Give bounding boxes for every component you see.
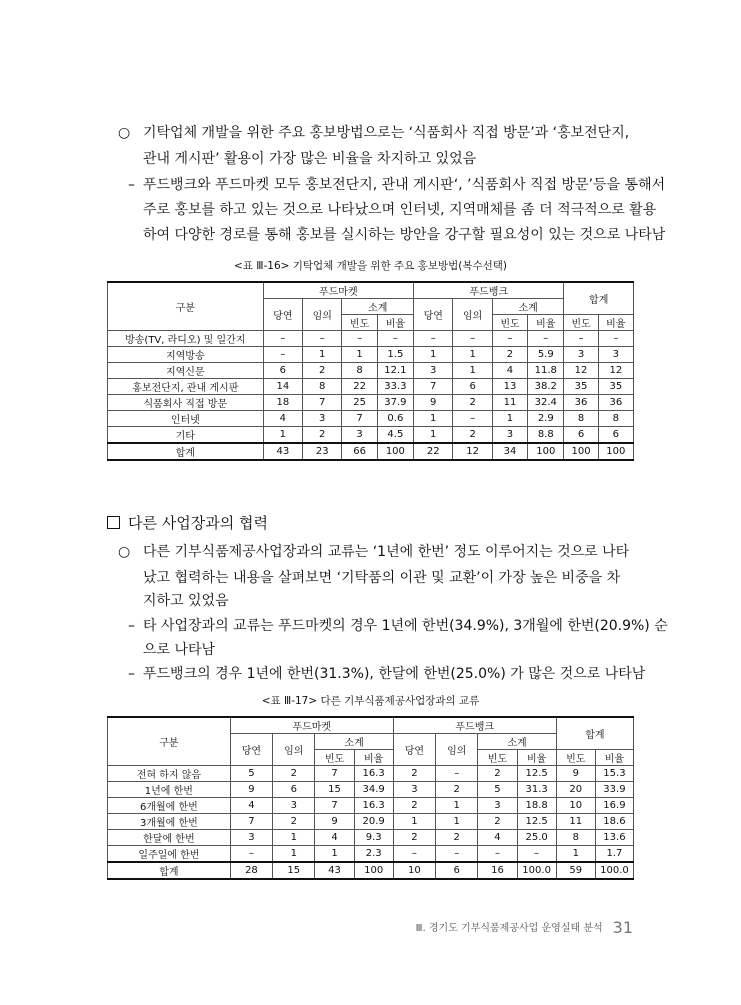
table-cell: 3 (393, 782, 435, 798)
header-foodmarket: 푸드마켓 (230, 717, 393, 734)
table-row (108, 347, 634, 363)
table-cell: 15.3 (595, 766, 633, 782)
table-cell: – (436, 846, 478, 863)
table-cell: 8 (342, 363, 377, 379)
table-cell: 7 (315, 798, 354, 814)
table-cell: 35 (564, 379, 598, 395)
table-cell: 32.4 (528, 395, 564, 411)
header-dangyeon: 당연 (393, 734, 435, 766)
table-cell: 31.3 (517, 782, 556, 798)
table-cell: 1 (556, 846, 595, 863)
table-cell: 2 (393, 798, 435, 814)
table-cell: 9 (414, 395, 453, 411)
table-row (108, 427, 634, 444)
table-cell: 1 (436, 814, 478, 830)
table-cell: 7 (315, 766, 354, 782)
header-subtotal: 소계 (342, 299, 414, 315)
table-row (108, 830, 634, 846)
page-number: 31 (612, 918, 633, 937)
table-cell: 12.1 (377, 363, 413, 379)
table-cell: 8.8 (528, 427, 564, 444)
table-cell: 36 (564, 395, 598, 411)
table-cell: 3 (414, 363, 453, 379)
table-cell: – (492, 331, 527, 347)
table-cell: – (263, 331, 302, 347)
header-imui: 임의 (453, 299, 492, 331)
paragraph-line: 났고 협력하는 내용을 살펴보면 ‘기탁품의 이관 및 교환’이 가장 높은 비중을 차 (143, 570, 621, 586)
table-cell: 1 (492, 411, 527, 427)
table-cell: 2 (393, 766, 435, 782)
table-cell: – (303, 331, 342, 347)
table-cell: 16.9 (595, 798, 633, 814)
table-cell: 12 (453, 443, 492, 460)
table-cell: 11 (556, 814, 595, 830)
section-title: 다른 사업장과의 협력 (128, 514, 268, 532)
row-label: 합계 (108, 862, 231, 879)
table-cell: – (230, 846, 272, 863)
paragraph-line: 하여 다양한 경로를 통해 홍보를 실시하는 방안을 강구할 필요성이 있는 것으로 나타남 (143, 227, 666, 243)
table-cell: 4 (315, 830, 354, 846)
table-cell: 35 (598, 379, 633, 395)
table-cell: 12.5 (517, 766, 556, 782)
table-cell: 4 (492, 363, 527, 379)
paragraph-line: 관내 게시판’ 활용이 가장 많은 비율을 차지하고 있었음 (143, 151, 477, 167)
table-cell: 4 (230, 798, 272, 814)
table-cell: 9.3 (354, 830, 393, 846)
table-cell: 22 (414, 443, 453, 460)
table-cell: 38.2 (528, 379, 564, 395)
table-cell: 1 (453, 363, 492, 379)
bullet-circle: ○ (118, 125, 131, 141)
table-row (108, 862, 634, 879)
header-ratio: 비율 (595, 750, 633, 766)
table-cell: 13 (492, 379, 527, 395)
table-cell: 2.9 (528, 411, 564, 427)
table-cell: 43 (315, 862, 354, 879)
table-cell: 33.3 (377, 379, 413, 395)
table-cell: – (453, 411, 492, 427)
table-cell: 2 (478, 814, 517, 830)
table-cell: 14 (263, 379, 302, 395)
table-cell: 43 (263, 443, 302, 460)
header-foodbank: 푸드뱅크 (393, 717, 556, 734)
table-cell: 1.5 (377, 347, 413, 363)
table-cell: 1 (273, 846, 315, 863)
table-cell: 6 (564, 427, 598, 444)
table-cell: 36 (598, 395, 633, 411)
table-cell: 33.9 (595, 782, 633, 798)
table-cell: 3 (598, 347, 633, 363)
header-total: 합계 (564, 282, 634, 315)
dash-marker: – (128, 666, 135, 682)
table-cell: 6 (453, 379, 492, 395)
table-row (108, 814, 634, 830)
table-cell: 3 (492, 427, 527, 444)
row-label: 6개월에 한번 (108, 798, 231, 814)
table-cell: 100.0 (595, 862, 633, 879)
table-cell: 7 (303, 395, 342, 411)
table-cell: 2 (393, 830, 435, 846)
table-cell: – (377, 331, 413, 347)
table-cell: – (564, 331, 598, 347)
table-cell: 2 (303, 427, 342, 444)
table-cell: 8 (303, 379, 342, 395)
square-bullet-icon (107, 516, 120, 529)
header-dangyeon: 당연 (263, 299, 302, 331)
header-ratio: 비율 (377, 315, 413, 331)
table-cell: 9 (315, 814, 354, 830)
table-cell: 22 (342, 379, 377, 395)
paragraph-line: 주로 홍보를 하고 있는 것으로 나타났으며 인터넷, 지역매체를 좀 더 적극적으로 활용 (143, 202, 657, 218)
table-cell: 4.5 (377, 427, 413, 444)
paragraph-line: 으로 나타남 (143, 642, 216, 658)
table-cell: 5 (478, 782, 517, 798)
table-cell: – (453, 331, 492, 347)
table-cell: 8 (556, 830, 595, 846)
paragraph-line: 푸드뱅크와 푸드마켓 모두 홍보전단지, 관내 게시판‘, ’식품회사 직접 방문’등을 통해서 (143, 177, 666, 193)
table-cell: 6 (598, 427, 633, 444)
table-cell: 10 (393, 862, 435, 879)
row-label: 방송(TV, 라디오) 및 일간지 (108, 331, 264, 347)
header-dangyeon: 당연 (230, 734, 272, 766)
inter-site-exchange-table (107, 716, 634, 880)
bullet-circle: ○ (118, 544, 131, 560)
table-cell: – (598, 331, 633, 347)
table-cell: 13.6 (595, 830, 633, 846)
row-label: 한달에 한번 (108, 830, 231, 846)
page-footer (416, 918, 633, 937)
table-row (108, 766, 634, 782)
header-ratio: 비율 (354, 750, 393, 766)
table-cell: – (478, 846, 517, 863)
table-cell: 100 (598, 443, 633, 460)
footer-chapter-title: Ⅲ. 경기도 기부식품제공사업 운영실태 분석 (415, 923, 603, 934)
table-cell: 6 (273, 782, 315, 798)
row-label: 인터넷 (108, 411, 264, 427)
header-freq: 빈도 (342, 315, 377, 331)
paragraph-line: 푸드뱅크의 경우 1년에 한번(31.3%), 한달에 한번(25.0%) 가 많은 것으로 나타남 (143, 666, 646, 682)
table-cell: 16.3 (354, 766, 393, 782)
table-cell: 3 (564, 347, 598, 363)
table-cell: 2 (478, 766, 517, 782)
table-cell: 9 (230, 782, 272, 798)
header-freq: 빈도 (315, 750, 354, 766)
header-ratio: 비율 (528, 315, 564, 331)
header-dangyeon: 당연 (414, 299, 453, 331)
table-cell: 18 (263, 395, 302, 411)
table-cell: 20.9 (354, 814, 393, 830)
table-cell: – (393, 846, 435, 863)
table-cell: 18.6 (595, 814, 633, 830)
header-freq: 빈도 (564, 315, 598, 331)
table-caption: <표 Ⅲ-16> 기탁업체 개발을 위한 주요 홍보방법(복수선택) (233, 260, 508, 272)
table-cell: 1.7 (595, 846, 633, 863)
row-label: 지역방송 (108, 347, 264, 363)
table-row (108, 782, 634, 798)
header-ratio: 비율 (517, 750, 556, 766)
table-cell: 6 (263, 363, 302, 379)
table-row (108, 363, 634, 379)
table-row (108, 411, 634, 427)
table-cell: 2 (303, 363, 342, 379)
table-cell: 1 (453, 347, 492, 363)
dash-marker: – (128, 618, 135, 634)
row-label: 기타 (108, 427, 264, 444)
table-cell: 100 (377, 443, 413, 460)
row-label: 1년에 한번 (108, 782, 231, 798)
table-cell: 11 (492, 395, 527, 411)
table-cell: 34 (492, 443, 527, 460)
table-cell: 5.9 (528, 347, 564, 363)
table-cell: 1 (414, 347, 453, 363)
paragraph-line: 기탁업체 개발을 위한 주요 홍보방법으로는 ‘식품회사 직접 방문’과 ‘홍보전단지, (143, 125, 630, 141)
table-cell: 5 (230, 766, 272, 782)
header-freq: 빈도 (556, 750, 595, 766)
table-cell: 15 (315, 782, 354, 798)
section-heading (107, 512, 268, 533)
table-cell: 66 (342, 443, 377, 460)
header-freq: 빈도 (478, 750, 517, 766)
table-cell: 7 (414, 379, 453, 395)
paragraph-line: 타 사업장과의 교류는 푸드마켓의 경우 1년에 한번(34.9%), 3개월에 한번(20.9%) 순 (143, 618, 668, 634)
header-imui: 임의 (436, 734, 478, 766)
table-cell: 1 (263, 427, 302, 444)
table-cell: – (342, 331, 377, 347)
table-row (108, 379, 634, 395)
row-label: 합계 (108, 443, 264, 460)
table-row (108, 846, 634, 863)
header-subtotal: 소계 (315, 734, 393, 750)
table-cell: 7 (342, 411, 377, 427)
table-cell: 23 (303, 443, 342, 460)
header-subtotal: 소계 (492, 299, 564, 315)
table-cell: 2 (436, 782, 478, 798)
table-cell: 8 (564, 411, 598, 427)
table-cell: 1 (303, 347, 342, 363)
table-cell: 11.8 (528, 363, 564, 379)
table-cell: 100 (528, 443, 564, 460)
table-cell: – (414, 331, 453, 347)
table-cell: 2 (436, 830, 478, 846)
table-row (108, 443, 634, 460)
table-cell: 6 (436, 862, 478, 879)
table-cell: 2 (453, 427, 492, 444)
table-cell: 25 (342, 395, 377, 411)
table-cell: 3 (478, 798, 517, 814)
table-cell: 1 (393, 814, 435, 830)
table-cell: 20 (556, 782, 595, 798)
table-cell: 3 (230, 830, 272, 846)
row-label: 전혀 하지 않음 (108, 766, 231, 782)
header-category: 구분 (108, 717, 231, 766)
header-category: 구분 (108, 282, 264, 331)
table-cell: 4 (263, 411, 302, 427)
paragraph-line: 다른 기부식품제공사업장과의 교류는 ‘1년에 한번’ 정도 이루어지는 것으로 나타 (143, 544, 630, 560)
table-cell: 34.9 (354, 782, 393, 798)
table-cell: 12 (564, 363, 598, 379)
table-cell: 18.8 (517, 798, 556, 814)
table-cell: 8 (598, 411, 633, 427)
header-imui: 임의 (303, 299, 342, 331)
table-row (108, 798, 634, 814)
promotion-methods-table (107, 281, 634, 461)
table-cell: 1 (273, 830, 315, 846)
table-cell: 16.3 (354, 798, 393, 814)
row-label: 일주일에 한번 (108, 846, 231, 863)
table-cell: 1 (414, 427, 453, 444)
table-cell: 37.9 (377, 395, 413, 411)
table-cell: 100 (354, 862, 393, 879)
header-ratio: 비율 (598, 315, 633, 331)
table-cell: 1 (315, 846, 354, 863)
table-cell: 16 (478, 862, 517, 879)
table-cell: 3 (342, 427, 377, 444)
table-caption: <표 Ⅲ-17> 다른 기부식품제공사업장과의 교류 (261, 695, 480, 707)
table-cell: 10 (556, 798, 595, 814)
table-cell: 2 (273, 766, 315, 782)
table-cell: 100.0 (517, 862, 556, 879)
row-label: 3개월에 한번 (108, 814, 231, 830)
table-cell: 1 (436, 798, 478, 814)
row-label: 지역신문 (108, 363, 264, 379)
table-cell: 59 (556, 862, 595, 879)
table-cell: – (517, 846, 556, 863)
row-label: 홍보전단지, 관내 게시판 (108, 379, 264, 395)
table-row (108, 395, 634, 411)
table-cell: 2 (492, 347, 527, 363)
table-cell: 12.5 (517, 814, 556, 830)
table-cell: 7 (230, 814, 272, 830)
header-total: 합계 (556, 717, 633, 750)
table-row (108, 331, 634, 347)
paragraph-line: 지하고 있었음 (143, 593, 229, 609)
table-cell: 2 (273, 814, 315, 830)
table-cell: – (263, 347, 302, 363)
table-cell: 0.6 (377, 411, 413, 427)
dash-marker: – (128, 177, 135, 193)
header-foodbank: 푸드뱅크 (414, 282, 564, 299)
table-cell: – (528, 331, 564, 347)
table-cell: 9 (556, 766, 595, 782)
table-cell: 25.0 (517, 830, 556, 846)
table-cell: 2.3 (354, 846, 393, 863)
table-cell: 3 (273, 798, 315, 814)
header-subtotal: 소계 (478, 734, 556, 750)
table-cell: 1 (414, 411, 453, 427)
table-cell: 2 (453, 395, 492, 411)
table-cell: 28 (230, 862, 272, 879)
table-cell: 1 (342, 347, 377, 363)
table-cell: 4 (478, 830, 517, 846)
table-cell: 15 (273, 862, 315, 879)
table-cell: 12 (598, 363, 633, 379)
header-foodmarket: 푸드마켓 (263, 282, 413, 299)
table-cell: – (436, 766, 478, 782)
table-cell: 3 (303, 411, 342, 427)
header-freq: 빈도 (492, 315, 527, 331)
row-label: 식품회사 직접 방문 (108, 395, 264, 411)
header-imui: 임의 (273, 734, 315, 766)
table-cell: 100 (564, 443, 598, 460)
